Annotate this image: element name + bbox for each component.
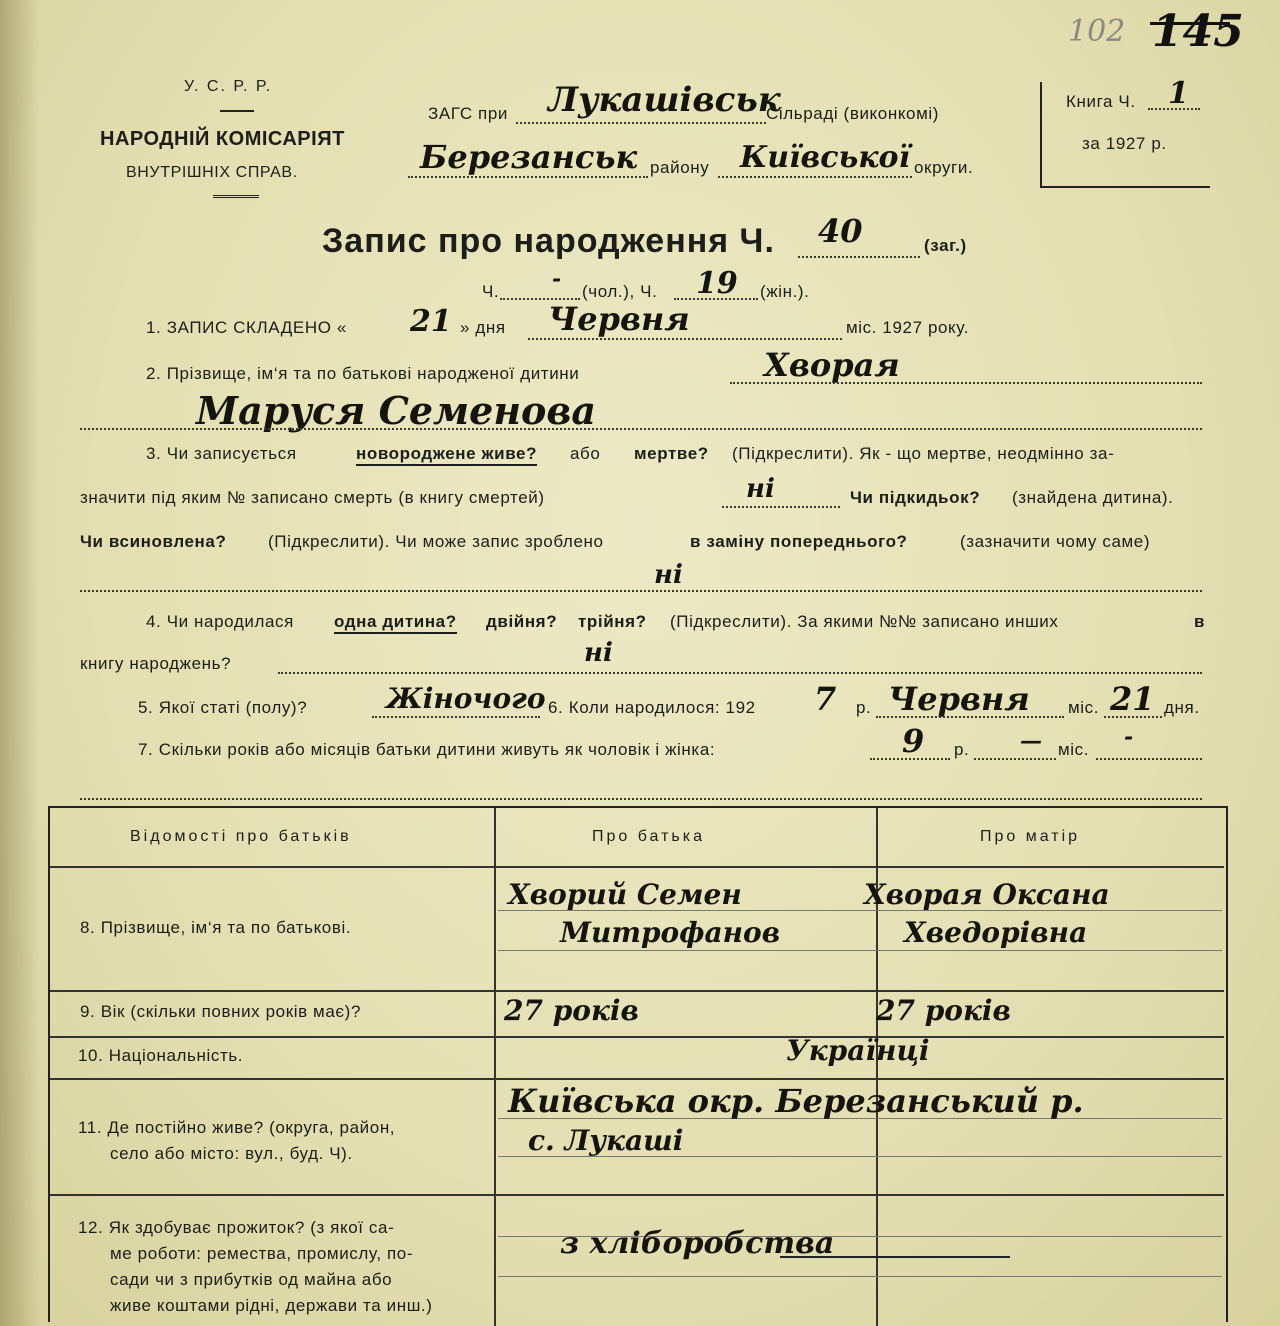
table-header-mother: Про матір: [980, 828, 1081, 845]
okruha-handwritten: Київської: [740, 140, 910, 175]
row12-label-2: ме роботи: ремества, промислу, по-: [110, 1244, 414, 1263]
option-foundling: Чи підкидьок?: [850, 488, 981, 507]
row12-label-3: сади чи з прибутків од майна або: [110, 1270, 393, 1289]
item4-l2-a: книгу народжень?: [80, 654, 232, 673]
option-newborn-alive: новороджене живе?: [356, 444, 537, 466]
ministry-subtitle: ВНУТРІШНІХ СПРАВ.: [126, 164, 298, 181]
table-header-parents: Відомості про батьків: [130, 828, 352, 845]
table-header-divider: [50, 866, 1224, 868]
book-label: Книга Ч.: [1066, 92, 1136, 111]
option-adopted: Чи всиновлена?: [80, 532, 227, 551]
row12-label-1: 12. Як здобуває прожиток? (з якої са-: [78, 1218, 395, 1237]
item1-month-blank: [528, 338, 842, 340]
row10-label: 10. Національність.: [78, 1046, 244, 1065]
item7-extra-blank: [80, 798, 1202, 800]
birth-day-suffix: дня.: [1164, 698, 1200, 717]
mother-age-handwritten: 27 років: [876, 994, 1011, 1027]
district-label: району: [650, 158, 710, 177]
marriage-months-suffix: міс.: [1058, 740, 1090, 759]
book-number-blank: [1148, 108, 1200, 110]
faded-page-number: 102: [1068, 14, 1126, 49]
district-blank: [408, 176, 648, 178]
zags-suffix: Сільраді (виконкомі): [766, 104, 940, 123]
birth-year-suffix: р.: [856, 698, 872, 717]
death-record-handwritten: ні: [746, 474, 775, 504]
record-title: Запис про народження Ч.: [322, 222, 775, 260]
marriage-years-handwritten: 9: [902, 722, 925, 760]
table-row10-divider: [50, 1078, 1224, 1080]
record-number-blank: [798, 256, 920, 258]
option-twins: двійня?: [486, 612, 558, 631]
child-surname-handwritten: Хворая: [764, 346, 900, 384]
rule-line: [498, 950, 1222, 951]
row8-label: 8. Прізвище, ім‘я та по батькові.: [80, 918, 352, 937]
livelihood-handwritten: з хліборобства: [560, 1226, 835, 1261]
item3-l1-c: або: [570, 444, 601, 463]
item1-prefix: 1. ЗАПИС СКЛАДЕНО «: [146, 318, 347, 337]
book-year: за 1927 р.: [1082, 134, 1167, 153]
table-row8-divider: [50, 990, 1224, 992]
item1-month-handwritten: Червня: [548, 300, 690, 338]
marriage-months-handwritten: —: [1020, 728, 1042, 754]
row12-label-4: живе коштами рідні, держави та инш.): [110, 1296, 433, 1315]
birth-year-handwritten: 7: [814, 680, 837, 718]
child-names-blank: [80, 428, 1202, 430]
item2-label: 2. Прізвище, ім‘я та по батькові народженої дитини: [146, 364, 580, 383]
item3-l3-b: (Підкреслити). Чи може запис зроблено: [268, 532, 604, 551]
item4-l1-a: 4. Чи народилася: [146, 612, 294, 631]
item4-l1-e: (Підкреслити). За якими №№ записано инших: [670, 612, 1059, 631]
item4-l1-f: в: [1194, 612, 1206, 631]
item1-mid: » дня: [460, 318, 506, 337]
okruha-label: округи.: [914, 158, 974, 177]
livelihood-stroke: [780, 1256, 1010, 1258]
nationality-handwritten: Українці: [786, 1034, 930, 1067]
table-col-divider-1: [494, 808, 496, 1326]
item3-l2-a: значити під яким № записано смерть (в книгу смертей): [80, 488, 545, 507]
other-births-blank: [278, 672, 1202, 674]
option-triplets: трійня?: [578, 612, 647, 631]
item3-l1-e: (Підкреслити). Як - що мертве, неодмінно за-: [732, 444, 1115, 463]
zags-blank: [516, 122, 766, 124]
option-stillborn: мертве?: [634, 444, 709, 463]
item3-l1-a: 3. Чи записується: [146, 444, 297, 463]
header-divider-2: [213, 195, 259, 198]
marriage-months-blank: [974, 758, 1056, 760]
sex-blank: [372, 716, 540, 718]
birth-month-handwritten: Червня: [888, 680, 1030, 718]
page-number: 145: [1152, 6, 1244, 57]
death-record-blank: [722, 506, 840, 508]
birth-month-suffix: міс.: [1068, 698, 1100, 717]
child-surname-blank: [730, 382, 1202, 384]
father-name-handwritten-2: Митрофанов: [560, 916, 781, 949]
record-number-handwritten: 40: [818, 212, 863, 250]
male-count-handwritten: -: [552, 266, 562, 292]
row11-label-2: село або місто: вул., буд. Ч).: [110, 1144, 353, 1163]
header-divider-1: [220, 110, 254, 112]
item1-day-handwritten: 21: [410, 304, 452, 339]
item1-suffix: міс. 1927 року.: [846, 318, 970, 337]
item6-label: 6. Коли народилося: 192: [548, 698, 756, 717]
mother-name-handwritten-1: Хворая Оксана: [864, 878, 1110, 911]
item3-l2-c: (знайдена дитина).: [1012, 488, 1174, 507]
item5-label: 5. Якої статі (полу)?: [138, 698, 308, 717]
sex-handwritten: Жіночого: [386, 682, 546, 715]
district-handwritten: Березанськ: [420, 138, 638, 176]
residence-handwritten-1: Київська окр. Березанський р.: [508, 1082, 1084, 1120]
general-label: (заг.): [924, 236, 967, 255]
child-names-handwritten: Маруся Семенова: [196, 388, 596, 433]
table-row11-divider: [50, 1194, 1224, 1196]
item7-label: 7. Скільки років або місяців батьки дитини живуть як чоловік і жінка:: [138, 740, 716, 759]
rule-line: [498, 1276, 1222, 1277]
zags-prefix: ЗАГС при: [428, 104, 509, 123]
male-count-suffix: (чол.), Ч.: [582, 282, 658, 301]
marriage-years-suffix: р.: [954, 740, 970, 759]
option-single-child: одна дитина?: [334, 612, 457, 634]
okruha-blank: [718, 176, 912, 178]
row11-label-1: 11. Де постійно живе? (округа, район,: [78, 1118, 396, 1137]
father-age-handwritten: 27 років: [504, 994, 639, 1027]
female-count-handwritten: 19: [696, 266, 738, 301]
option-replacement: в заміну попереднього?: [690, 532, 908, 551]
book-number-handwritten: 1: [1168, 76, 1189, 111]
mother-name-handwritten-2: Хведорівна: [904, 916, 1088, 949]
ministry-title: НАРОДНІЙ КОМІСАРІЯТ: [100, 128, 345, 150]
father-name-handwritten-1: Хворий Семен: [508, 878, 742, 911]
male-count-label: Ч.: [482, 282, 500, 301]
replacement-reason-handwritten: ні: [654, 560, 683, 590]
replacement-reason-blank: [80, 590, 1202, 592]
residence-handwritten-2: с. Лукаші: [528, 1124, 684, 1157]
female-count-suffix: (жін.).: [760, 282, 810, 301]
page-number-stroke: [1150, 22, 1230, 25]
marriage-years-blank: [870, 758, 950, 760]
birth-day-blank: [1104, 716, 1162, 718]
marriage-extra-handwritten: -: [1124, 724, 1134, 750]
country-label: У. С. Р. Р.: [184, 78, 273, 95]
item3-l3-d: (зазначити чому саме): [960, 532, 1151, 551]
birth-month-blank: [876, 716, 1064, 718]
table-row9-divider: [50, 1036, 1224, 1038]
row9-label: 9. Вік (скільки повних років має)?: [80, 1002, 361, 1021]
zags-village-handwritten: Лукашівськ: [548, 80, 781, 120]
birth-day-handwritten: 21: [1110, 680, 1155, 718]
table-header-father: Про батька: [592, 828, 705, 845]
marriage-extra-blank: [1096, 758, 1202, 760]
other-births-handwritten: ні: [584, 638, 613, 668]
